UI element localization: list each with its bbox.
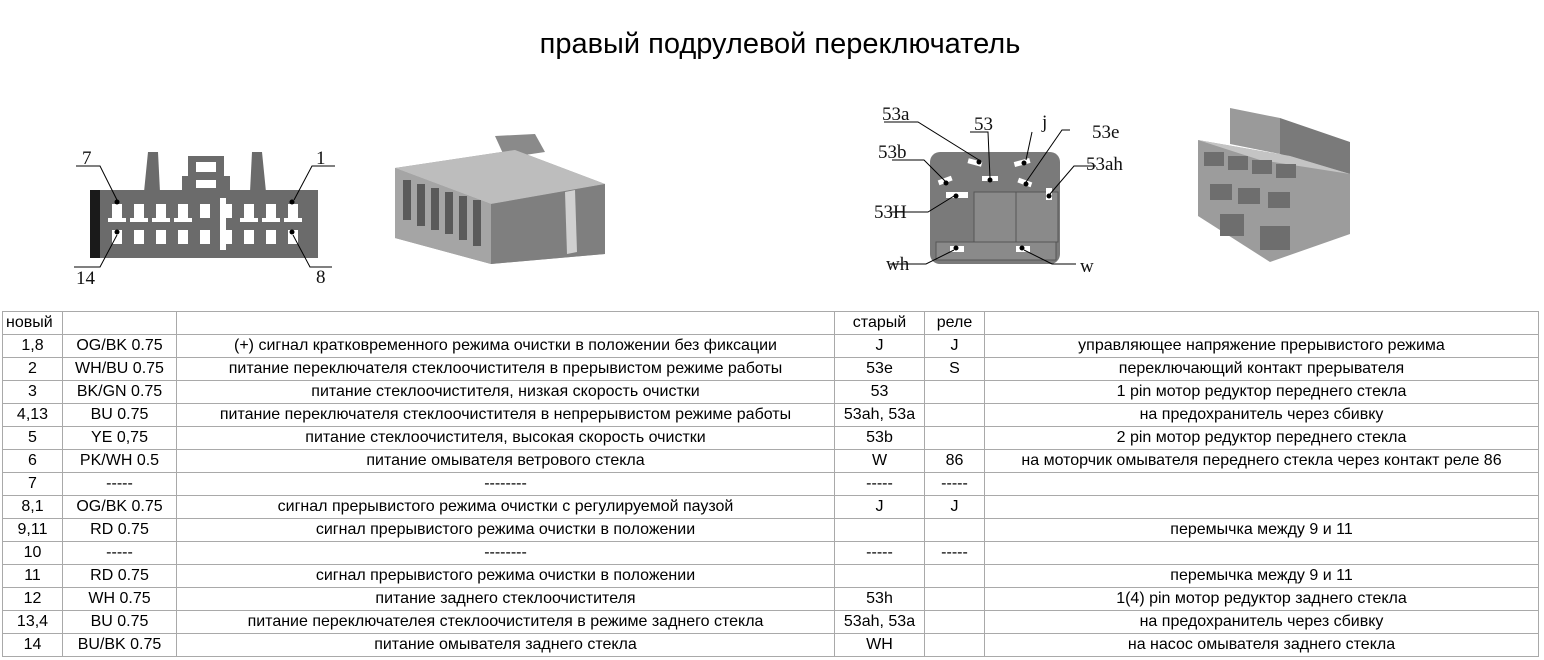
socket-label-53: 53 — [974, 114, 993, 135]
wire-cell: BU 0.75 — [63, 404, 177, 427]
note-cell — [985, 473, 1539, 496]
pin-number-cell: 14 — [3, 634, 63, 657]
old-designation-cell: 53ah, 53a — [835, 611, 925, 634]
table-row — [3, 611, 1539, 634]
table-row — [3, 450, 1539, 473]
description-cell: питание стеклоочистителя, низкая скорость очистки — [177, 381, 835, 404]
page-title: правый подрулевой переключатель — [539, 28, 1021, 60]
pin-number-cell: 4,13 — [3, 404, 63, 427]
socket-label-w: w — [1080, 256, 1094, 277]
socket-label-53b: 53b — [878, 142, 907, 163]
relay-cell: J — [925, 496, 985, 519]
socket-label-53e: 53e — [1092, 122, 1120, 143]
pin-label-7: 7 — [82, 148, 92, 169]
old-designation-cell: 53e — [835, 358, 925, 381]
header-note — [985, 312, 1539, 335]
pin-number-cell: 6 — [3, 450, 63, 473]
socket-label-53ah: 53ah — [1086, 154, 1123, 175]
old-designation-cell: J — [835, 335, 925, 358]
relay-socket-3d-diagram — [1190, 104, 1360, 264]
pin-number-cell: 8,1 — [3, 496, 63, 519]
note-cell: на насос омывателя заднего стекла — [985, 634, 1539, 657]
old-designation-cell: J — [835, 496, 925, 519]
relay-cell — [925, 611, 985, 634]
old-designation-cell: W — [835, 450, 925, 473]
wire-cell: RD 0.75 — [63, 519, 177, 542]
relay-cell: 86 — [925, 450, 985, 473]
note-cell: 2 pin мотор редуктор переднего стекла — [985, 427, 1539, 450]
note-cell: переключающий контакт прерывателя — [985, 358, 1539, 381]
table-row — [3, 542, 1539, 565]
note-cell: на предохранитель через сбивку — [985, 404, 1539, 427]
old-designation-cell: 53b — [835, 427, 925, 450]
note-cell: 1(4) pin мотор редуктор заднего стекла — [985, 588, 1539, 611]
pin-label-14: 14 — [76, 268, 95, 289]
socket-label-53H: 53H — [874, 202, 907, 223]
wire-cell: RD 0.75 — [63, 565, 177, 588]
header-new: новый — [3, 312, 63, 335]
pin-number-cell: 7 — [3, 473, 63, 496]
old-designation-cell: WH — [835, 634, 925, 657]
table-header-row — [3, 312, 1539, 335]
description-cell: (+) сигнал кратковременного режима очистки в положении без фиксации — [177, 335, 835, 358]
table-row — [3, 335, 1539, 358]
pin-number-cell: 1,8 — [3, 335, 63, 358]
description-cell: -------- — [177, 542, 835, 565]
pin-number-cell: 9,11 — [3, 519, 63, 542]
wire-cell: WH 0.75 — [63, 588, 177, 611]
old-designation-cell: ----- — [835, 542, 925, 565]
wire-cell: ----- — [63, 542, 177, 565]
pin-number-cell: 11 — [3, 565, 63, 588]
connector-front-diagram — [60, 140, 350, 290]
header-old: старый — [835, 312, 925, 335]
wire-cell: WH/BU 0.75 — [63, 358, 177, 381]
note-cell: перемычка между 9 и 11 — [985, 565, 1539, 588]
relay-cell — [925, 588, 985, 611]
pin-label-8: 8 — [316, 267, 326, 288]
table-row — [3, 427, 1539, 450]
pin-number-cell: 3 — [3, 381, 63, 404]
description-cell: сигнал прерывистого режима очистки с регулируемой паузой — [177, 496, 835, 519]
wire-cell: BK/GN 0.75 — [63, 381, 177, 404]
wire-cell: PK/WH 0.5 — [63, 450, 177, 473]
relay-cell — [925, 404, 985, 427]
pin-number-cell: 10 — [3, 542, 63, 565]
relay-cell: ----- — [925, 542, 985, 565]
header-desc — [177, 312, 835, 335]
table-row — [3, 588, 1539, 611]
note-cell: на предохранитель через сбивку — [985, 611, 1539, 634]
pinout-table — [2, 311, 1539, 657]
description-cell: питание стеклоочистителя, высокая скорость очистки — [177, 427, 835, 450]
relay-cell — [925, 427, 985, 450]
relay-cell — [925, 565, 985, 588]
header-relay: реле — [925, 312, 985, 335]
note-cell: на моторчик омывателя переднего стекла через контакт реле 86 — [985, 450, 1539, 473]
wire-cell: BU 0.75 — [63, 611, 177, 634]
table-row — [3, 358, 1539, 381]
pin-number-cell: 2 — [3, 358, 63, 381]
relay-cell — [925, 634, 985, 657]
pin-number-cell: 12 — [3, 588, 63, 611]
description-cell: сигнал прерывистого режима очистки в положении — [177, 519, 835, 542]
description-cell: питание переключателя стеклоочистителя в непрерывистом режиме работы — [177, 404, 835, 427]
table-row — [3, 473, 1539, 496]
old-designation-cell: 53 — [835, 381, 925, 404]
table-row — [3, 519, 1539, 542]
pin-label-1: 1 — [316, 148, 326, 169]
pin-number-cell: 5 — [3, 427, 63, 450]
relay-cell: ----- — [925, 473, 985, 496]
old-designation-cell: ----- — [835, 473, 925, 496]
relay-cell: J — [925, 335, 985, 358]
old-designation-cell: 53h — [835, 588, 925, 611]
relay-cell: S — [925, 358, 985, 381]
socket-label-j: j — [1042, 112, 1048, 133]
header-wire — [63, 312, 177, 335]
description-cell: сигнал прерывистого режима очистки в положении — [177, 565, 835, 588]
note-cell: 1 pin мотор редуктор переднего стекла — [985, 381, 1539, 404]
description-cell: -------- — [177, 473, 835, 496]
note-cell — [985, 496, 1539, 519]
wire-cell: OG/BK 0.75 — [63, 335, 177, 358]
socket-label-wh: wh — [886, 254, 910, 275]
table-row — [3, 381, 1539, 404]
description-cell: питание переключателя стеклоочистителя в прерывистом режиме работы — [177, 358, 835, 381]
table-row — [3, 496, 1539, 519]
note-cell: управляющее напряжение прерывистого режима — [985, 335, 1539, 358]
note-cell: перемычка между 9 и 11 — [985, 519, 1539, 542]
relay-socket-diagram — [866, 100, 1146, 280]
old-designation-cell — [835, 565, 925, 588]
description-cell: питание омывателя ветрового стекла — [177, 450, 835, 473]
relay-cell — [925, 381, 985, 404]
table-row — [3, 565, 1539, 588]
old-designation-cell: 53ah, 53a — [835, 404, 925, 427]
table-row — [3, 404, 1539, 427]
wire-cell: YE 0,75 — [63, 427, 177, 450]
pin-number-cell: 13,4 — [3, 611, 63, 634]
description-cell: питание заднего стеклоочистителя — [177, 588, 835, 611]
wire-cell: OG/BK 0.75 — [63, 496, 177, 519]
relay-cell — [925, 519, 985, 542]
description-cell: питание омывателя заднего стекла — [177, 634, 835, 657]
note-cell — [985, 542, 1539, 565]
connector-3d-diagram — [385, 128, 615, 268]
old-designation-cell — [835, 519, 925, 542]
wire-cell: ----- — [63, 473, 177, 496]
socket-label-53a: 53a — [882, 104, 910, 125]
wire-cell: BU/BK 0.75 — [63, 634, 177, 657]
table-row — [3, 634, 1539, 657]
description-cell: питание переключателея стеклоочистителя в режиме заднего стекла — [177, 611, 835, 634]
